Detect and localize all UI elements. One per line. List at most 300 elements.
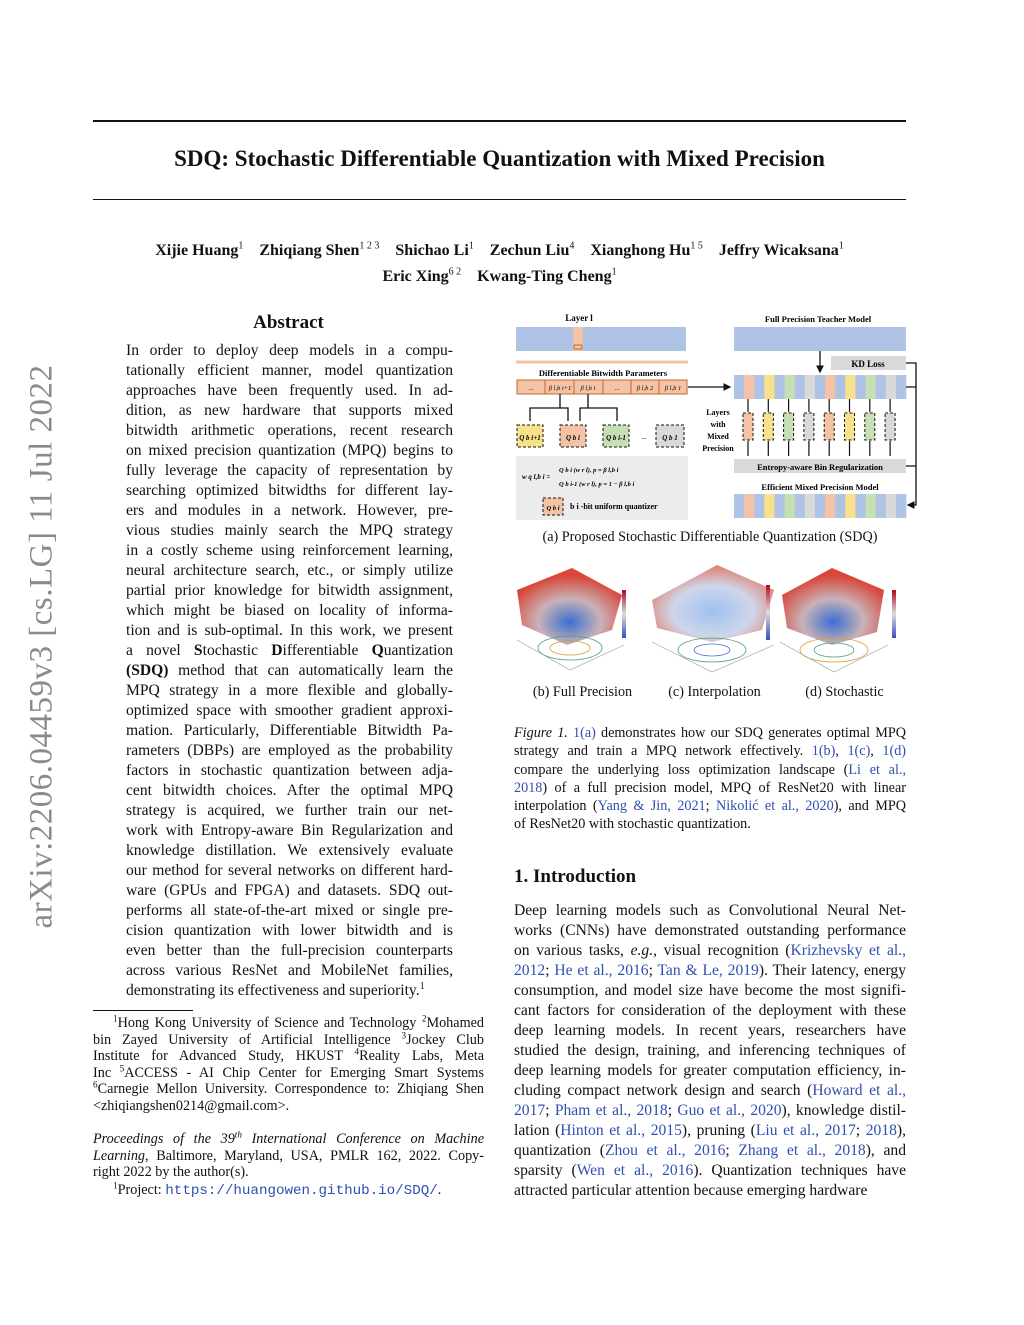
text-line: [126, 641, 453, 661]
citation-link[interactable]: 2017: [514, 1102, 546, 1119]
text-span: studied the design, training, and inferencing techniques of: [514, 1042, 906, 1059]
ebr-label: Entropy-aware Bin Regularization: [757, 462, 883, 472]
text-line: [93, 1048, 484, 1065]
author-name: Jeffry Wicaksana: [718, 242, 839, 260]
text-span: .: [437, 1182, 442, 1198]
text-line: [93, 1081, 484, 1098]
superscript: 4: [354, 1046, 360, 1057]
text-line: [126, 821, 453, 841]
text-line: [126, 581, 453, 601]
text-line: [126, 521, 453, 541]
text-span: right 2022 by the author(s).: [93, 1164, 249, 1180]
author: [259, 242, 379, 259]
text-span: of ResNet20 with stochastic quantization.: [514, 816, 751, 833]
text-line: [514, 1041, 906, 1061]
text-line: [126, 681, 453, 701]
subfigure-b-caption: (b) Full Precision: [532, 684, 633, 700]
layer-segment: [805, 375, 815, 399]
text-span: cluding compact network design and search (: [514, 1082, 813, 1099]
superscript: 1: [113, 1180, 118, 1191]
text-span: strategy and train a MPQ network effectively.: [514, 743, 812, 760]
text-span: ,: [835, 743, 848, 760]
text-span: S: [193, 642, 203, 659]
layer-segment: [845, 375, 855, 399]
efficient-model-bar: [734, 494, 906, 518]
layer-segment: [855, 494, 865, 518]
text-line: [126, 441, 453, 461]
text-span: strategy is acquired, we further train our net-: [126, 802, 453, 819]
text-span: tochastic: [202, 642, 272, 659]
text-span: ACCESS - AI Chip Center for Emerging Smart Systems: [124, 1064, 484, 1081]
legend-text: b i -bit uniform quantizer: [570, 502, 658, 511]
text-span: ), pruning (: [681, 1122, 756, 1139]
layer-segment: [855, 375, 865, 399]
text-span: ers and modules in a network. However, pre-: [126, 502, 453, 519]
figure-caption: [514, 724, 906, 834]
text-span: In order to deploy deep models in a compu-: [126, 342, 453, 359]
text-line: [514, 941, 906, 961]
text-span: <zhiqiangshen0214@gmail.com>.: [93, 1097, 290, 1114]
text-span: Proceedings of the 39: [93, 1131, 235, 1147]
superscript: th: [234, 1129, 242, 1140]
mixed-precision-layer: [763, 413, 773, 440]
citation-link[interactable]: 2018: [865, 1122, 897, 1139]
affiliations-footnote: [93, 1015, 484, 1114]
efficient-label: Efficient Mixed Precision Model: [761, 482, 879, 492]
text-line: [126, 561, 453, 581]
arxiv-watermark: arXiv:2206.04459v3 [cs.LG] 11 Jul 2022: [23, 364, 60, 929]
text-span: neural architecture search, etc., or simply utilize: [126, 562, 453, 579]
text-span: ;: [545, 1102, 555, 1119]
text-line: [126, 861, 453, 881]
text-line: [93, 1062, 484, 1082]
text-span: demonstrating its effectiveness and superiority.: [126, 982, 420, 999]
superscript: 2: [421, 1013, 427, 1024]
text-span: quantization (: [514, 1142, 605, 1159]
layer-bar: [516, 327, 686, 351]
superscript: 5: [119, 1062, 125, 1073]
layer-segment: [805, 494, 815, 518]
text-line: [514, 1101, 906, 1121]
dbp-cell: β l,b 1: [664, 385, 682, 392]
text-line: [514, 1061, 906, 1081]
author-affiliation: 1 5: [690, 241, 703, 252]
author-affiliation: 1: [611, 266, 617, 278]
mixed-precision-layer: [804, 413, 814, 440]
student-bar: [734, 375, 906, 399]
author-name: Zechun Liu: [489, 242, 570, 260]
citation-link[interactable]: Li et al.,: [848, 761, 906, 778]
layer-segment: [815, 494, 825, 518]
text-span: Q: [371, 642, 384, 659]
mixed-precision-layer: [743, 413, 753, 440]
text-span: ),: [896, 1122, 907, 1139]
text-span: work with Entropy-aware Bin Regularization and: [126, 822, 453, 839]
author-list: [93, 236, 906, 287]
text-line: [514, 724, 906, 742]
text-span: Mohamed: [426, 1015, 484, 1031]
text-span: attracted particular attention because emerging hardware: [514, 1182, 868, 1199]
text-span: consumption, and model size have become the most signifi-: [514, 982, 906, 999]
text-span: mation. Particularly, Differentiable Bitwidth Pa-: [126, 722, 453, 739]
text-span: Figure 1.: [514, 725, 568, 741]
project-footnote: [113, 1182, 441, 1200]
layer-segment: [764, 494, 774, 518]
paper-title: SDQ: Stochastic Differentiable Quantization with Mixed Precision: [174, 146, 825, 171]
text-line: [514, 761, 906, 779]
layer-segment: [876, 375, 886, 399]
mixed-precision-layer: [824, 413, 834, 440]
citation-link[interactable]: He et al., 2016: [554, 962, 649, 979]
text-span: in a costly scheme using reinforcement learning,: [126, 542, 453, 559]
text-line: [93, 1131, 484, 1148]
quantizer: Q b 1: [662, 434, 678, 442]
mixed-precision-layer: [885, 413, 895, 440]
superscript: 3: [401, 1029, 407, 1040]
text-span: ) of a full precision model, MPQ of ResNet20 with linear: [542, 779, 906, 796]
text-span: approaches have been frequently used. In ad-: [126, 382, 453, 399]
text-span: compare the underlying loss optimization landscape (: [514, 761, 849, 778]
author: [477, 268, 616, 285]
layer-segment: [795, 375, 805, 399]
text-span: lation (: [514, 1122, 561, 1139]
text-span: dition, as new hardware that supports mixed: [126, 402, 453, 419]
text-line: [514, 1161, 906, 1181]
text-span: Learning: [93, 1147, 146, 1164]
text-span: Carnegie Mellon University. Correspondence to: Zhiqiang Shen: [97, 1081, 484, 1097]
text-span: demonstrates how our SDQ generates optimal MPQ: [595, 725, 907, 741]
text-span: a novel: [126, 642, 194, 659]
author-name: Shichao Li: [395, 242, 469, 260]
abstract-heading: Abstract: [253, 312, 324, 333]
author-name: Kwang-Ting Cheng: [477, 267, 612, 285]
text-span: factors in stochastic quantization between adja-: [126, 762, 453, 779]
text-line: [514, 1081, 906, 1101]
text-line: [126, 341, 453, 361]
text-span: Hong Kong University of Science and Technology: [117, 1015, 422, 1031]
author: [155, 242, 243, 259]
author-affiliation: 1: [468, 241, 474, 252]
citation-link[interactable]: Yang & Jin, 2021: [597, 798, 706, 815]
introduction-body: [514, 901, 906, 1201]
text-span: ). Their latency, energy: [758, 962, 907, 979]
text-line: [514, 1021, 906, 1041]
citation-link[interactable]: 1(d): [882, 743, 907, 760]
text-span: ;: [855, 1122, 866, 1139]
text-span: works (CNNs) have demonstrated outstanding performance: [514, 922, 906, 939]
author-name: Eric Xing: [382, 267, 449, 285]
layer-segment: [835, 494, 845, 518]
author: [719, 242, 844, 259]
sdq-diagram: [510, 305, 920, 525]
text-line: [514, 921, 906, 941]
citation-link[interactable]: Nikolić et al., 2020: [715, 798, 834, 815]
text-span: ;: [648, 962, 658, 979]
superscript: 1: [113, 1013, 118, 1024]
text-line: [514, 961, 906, 981]
author-affiliation: 4: [569, 241, 575, 252]
dbp-cell: β l,b i: [580, 385, 596, 392]
abstract-body: [126, 341, 453, 1001]
text-line: [126, 761, 453, 781]
text-span: visual recognition (: [657, 942, 791, 959]
text-line: [126, 461, 453, 481]
text-span: cant factors for consideration of the deployment with these: [514, 1002, 906, 1019]
superscript: 6: [93, 1079, 98, 1090]
text-line: [126, 941, 453, 961]
layer-segment: [845, 494, 855, 518]
quantizer: Q b i: [566, 434, 580, 442]
text-span: Inc: [93, 1064, 120, 1081]
text-line: [514, 797, 906, 815]
text-span: ware (GPUs and FPGA) and datasets. SDQ out-: [126, 882, 453, 899]
legend-q: Q b i: [546, 505, 560, 512]
svg-text:Layers: Layers: [706, 408, 730, 417]
citation-link[interactable]: 1(c): [847, 743, 871, 760]
text-line: [126, 421, 453, 441]
layer-segment: [754, 494, 764, 518]
text-line: [126, 361, 453, 381]
layer-segment: [734, 375, 744, 399]
title-bottom-rule: [93, 199, 906, 200]
text-span: ;: [667, 1102, 678, 1119]
text-span: cent bitwidth choices. After the optimal MPQ: [126, 782, 453, 799]
mixed-precision-layer: [845, 413, 855, 440]
citation-link[interactable]: Hinton et al., 2015: [560, 1122, 682, 1139]
text-line: [126, 701, 453, 721]
layer-segment: [886, 375, 896, 399]
quantizer-ellipsis: ...: [641, 433, 647, 441]
text-span: on various tasks,: [514, 942, 631, 959]
layer-segment: [815, 375, 825, 399]
layer-segment: [754, 375, 764, 399]
citation-link[interactable]: 2018: [514, 779, 543, 796]
quantizer: Q b i-1: [606, 434, 626, 442]
text-span: fully leverage the capacity of representation by: [126, 462, 453, 479]
layer-segment: [896, 494, 906, 518]
dbp-label: Differentiable Bitwidth Parameters: [538, 368, 668, 378]
landscape-full-precision: [517, 568, 626, 670]
mixed-precision-layers: [743, 399, 895, 456]
author-affiliation: 1 2 3: [359, 241, 380, 252]
layer-segment: [896, 375, 906, 399]
text-line: [514, 901, 906, 921]
text-line: [514, 779, 906, 797]
layer-segment: [866, 375, 876, 399]
layer-segment: [774, 494, 784, 518]
svg-text:Precision: Precision: [702, 444, 734, 453]
formula-lhs: w q l,b i =: [522, 473, 551, 481]
author: [395, 242, 473, 259]
author-affiliation: 1: [838, 241, 844, 252]
text-line: [93, 1098, 484, 1115]
citation-link[interactable]: Tan & Le, 2019: [657, 962, 759, 979]
text-line: [93, 1029, 484, 1049]
text-line: [126, 661, 453, 681]
feedback-links: [906, 387, 916, 466]
citation-link[interactable]: 1(a): [573, 725, 596, 741]
text-span: searching optimized bitwidths for different lay-: [126, 482, 453, 499]
text-span: e.g.,: [630, 942, 658, 959]
text-span: uantization: [383, 642, 453, 659]
text-span: method that can automatically learn the: [168, 662, 453, 679]
text-line: [126, 841, 453, 861]
dbp-cells: [517, 380, 687, 394]
text-line: [126, 481, 453, 501]
formula-case: Q b i (w r l), p = β l,b i: [559, 467, 619, 474]
text-span: ifferentiable: [282, 642, 372, 659]
text-line: [126, 721, 453, 741]
text-span: bitwidth arithmetic operations, recent research: [126, 422, 453, 439]
kd-feedback-arrow: [906, 363, 916, 505]
citation-link[interactable]: Guo et al., 2020: [677, 1102, 782, 1119]
text-span: rameters (DBPs) are employed as the probability: [126, 742, 453, 759]
text-span: partial prior knowledge for bitwidth assignment,: [126, 582, 453, 599]
text-line: [126, 921, 453, 941]
text-line: [514, 981, 906, 1001]
layer-segment: [886, 494, 896, 518]
citation-link[interactable]: Wen et al., 2016: [576, 1162, 694, 1179]
citation-link[interactable]: 2012: [514, 962, 546, 979]
text-line: [126, 961, 453, 981]
text-span: tion and is sub-optimal. In this work, we present: [126, 622, 453, 639]
text-span: , Baltimore, Maryland, USA, PMLR 162, 2022. Copy-: [145, 1147, 484, 1164]
text-line: [93, 1164, 484, 1181]
dbp-cell: ...: [528, 385, 534, 392]
svg-text:Mixed: Mixed: [707, 432, 729, 441]
text-span: Jockey Club: [406, 1031, 484, 1048]
text-span: interpolation (: [514, 798, 598, 815]
text-line: [126, 801, 453, 821]
text-line: [514, 1141, 906, 1161]
loss-landscapes: [512, 560, 917, 685]
layer-segment: [734, 494, 744, 518]
subfigure-a-caption: (a) Proposed Stochastic Differentiable Quantization (SDQ): [542, 529, 878, 545]
text-span: ;: [725, 1142, 739, 1159]
layer-segment: [744, 375, 754, 399]
dbp-cell: ...: [614, 385, 620, 392]
text-line: [514, 1181, 906, 1201]
text-line: [126, 981, 453, 1001]
citation-link[interactable]: 1(b): [811, 743, 836, 760]
citation-link[interactable]: Pham et al., 2018: [554, 1102, 668, 1119]
text-span: cision quantization with lower bitwidth and is: [126, 922, 453, 939]
text-span: Institute for Advanced Study, HKUST: [93, 1048, 355, 1064]
author: [382, 268, 461, 285]
layer-segment: [835, 375, 845, 399]
layer-segment: [764, 375, 774, 399]
dbp-cell: β l,b 2: [636, 385, 654, 392]
text-line: [126, 901, 453, 921]
text-span: International Conference on Machine: [241, 1131, 484, 1147]
author-name: Xijie Huang: [155, 242, 239, 260]
text-span: performs all state-of-the-art mixed or single pre-: [126, 902, 453, 919]
text-line: [126, 401, 453, 421]
svg-text:with: with: [710, 420, 726, 429]
text-line: [126, 741, 453, 761]
author-affiliation: 6 2: [448, 266, 462, 278]
text-line: [126, 781, 453, 801]
quantizer: Q b i+1: [519, 434, 541, 442]
text-span: Deep learning models such as Convolutional Neural Net-: [514, 902, 906, 919]
dbp-arrows: [530, 394, 617, 421]
text-line: [126, 881, 453, 901]
text-span: ), and: [865, 1142, 907, 1159]
text-span: even better than the full-precision counterparts: [126, 942, 453, 959]
text-span: vious studies mainly search the MPQ strategy: [126, 522, 453, 539]
layer-segment: [785, 375, 795, 399]
author: [590, 242, 703, 259]
text-line: [514, 1001, 906, 1021]
text-line: [514, 815, 906, 833]
title-top-rule: [93, 120, 906, 122]
layer-segment: [795, 494, 805, 518]
landscape-stochastic: [780, 568, 896, 672]
landscape-interpolation: [652, 565, 774, 672]
citation-link[interactable]: Howard et al.,: [812, 1082, 906, 1099]
text-span: ). Quantization techniques have: [693, 1162, 907, 1179]
author-affiliation: 1: [238, 241, 244, 252]
text-line: [93, 1015, 484, 1032]
text-line: [126, 501, 453, 521]
layer-segment: [825, 494, 835, 518]
layer-segment: [825, 375, 835, 399]
text-line: [126, 601, 453, 621]
kd-loss-label: KD Loss: [851, 359, 885, 369]
text-span: tationally efficient manner, model quantization: [126, 362, 453, 379]
layer-label: Layer l: [565, 313, 593, 323]
citation-link[interactable]: Krizhevsky et al.,: [790, 942, 907, 959]
subfigure-c-caption: (c) Interpolation: [668, 684, 761, 700]
layer-segment: [866, 494, 876, 518]
text-span: ;: [705, 798, 716, 815]
layer-segment: [876, 494, 886, 518]
mixed-precision-layer: [865, 413, 875, 440]
text-span: Project:: [117, 1182, 166, 1198]
text-line: [93, 1148, 484, 1165]
project-url-link[interactable]: https://huangowen.github.io/SDQ/: [165, 1183, 438, 1199]
teacher-label: Full Precision Teacher Model: [764, 314, 872, 324]
footnote-rule: [93, 1010, 193, 1011]
citation-link[interactable]: Liu et al., 2017: [755, 1122, 856, 1139]
subfigure-d-caption: (d) Stochastic: [805, 684, 884, 700]
layer-segment: [744, 494, 754, 518]
text-span: which might be biased on locality of informa-: [126, 602, 453, 619]
text-span: ,: [870, 743, 883, 760]
author-name: Zhiqiang Shen: [259, 242, 360, 260]
text-span: ), knowledge distil-: [781, 1102, 907, 1119]
teacher-bar: [734, 327, 906, 351]
author-name: Xianghong Hu: [590, 242, 691, 260]
dbp-cell: β l,b i+1: [548, 385, 572, 392]
citation-link[interactable]: Zhang et al., 2018: [738, 1142, 866, 1159]
text-line: [514, 1121, 906, 1141]
text-span: MPQ strategy in a more flexible and globally-: [126, 682, 453, 699]
layers-label: [702, 408, 734, 453]
text-span: deep learning models. In recent years, researchers have: [514, 1022, 906, 1039]
text-line: [126, 541, 453, 561]
citation-link[interactable]: Zhou et al., 2016: [604, 1142, 726, 1159]
text-line: [126, 381, 453, 401]
mixed-precision-layer: [784, 413, 794, 440]
text-span: our method for several networks on different hard-: [126, 862, 453, 879]
proceedings-note: [93, 1131, 484, 1181]
text-span: ), and MPQ: [833, 798, 906, 815]
superscript: 1: [419, 980, 425, 992]
text-span: bin Zayed University of Artificial Intelligence: [93, 1031, 402, 1048]
text-line: [126, 621, 453, 641]
text-span: Reality Labs, Meta: [359, 1048, 484, 1064]
